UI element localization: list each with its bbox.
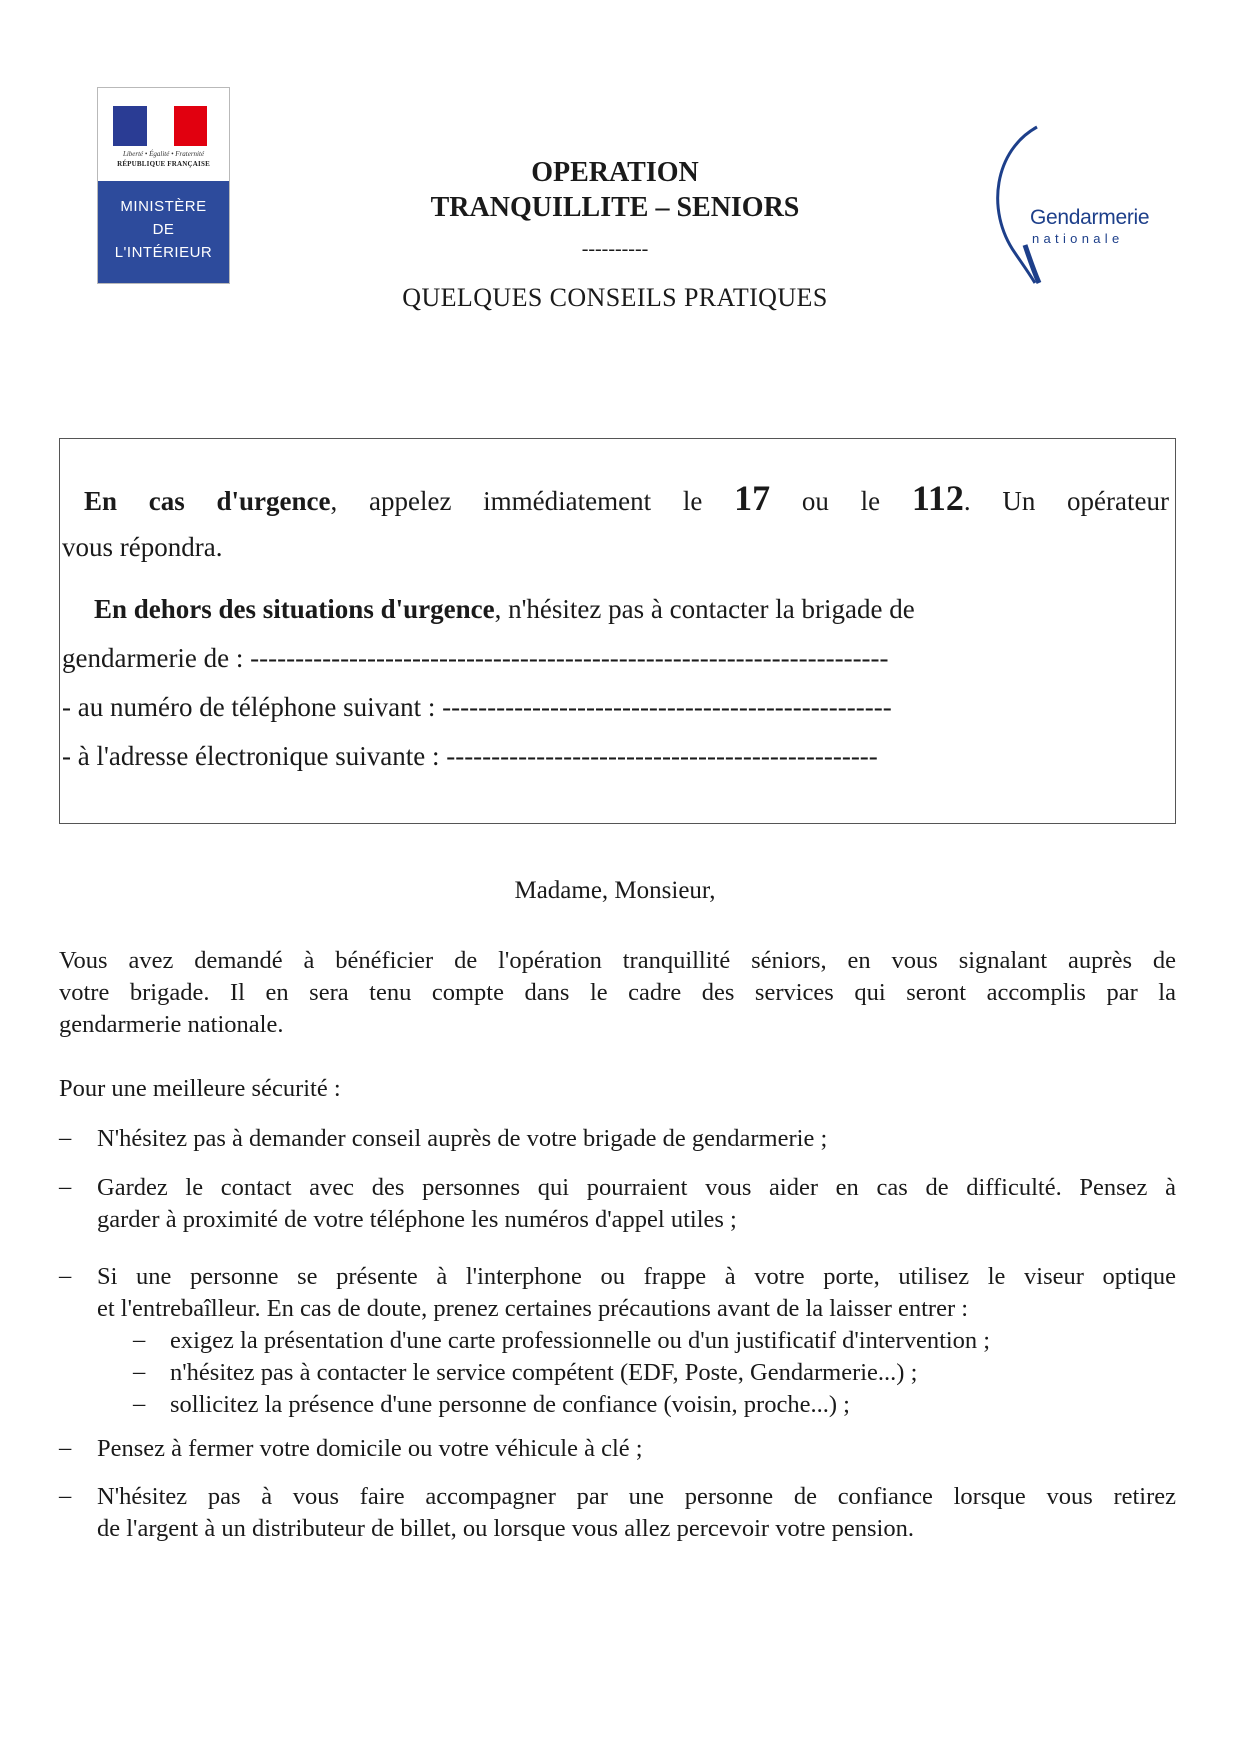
emergency-number-17: 17 [734, 478, 771, 518]
list-item-5-line-1: N'hésitez pas à vous faire accompagner par une personne de confiance lorsque vous retirez [97, 1483, 1176, 1510]
page-title-line-1: OPERATION [531, 157, 699, 188]
intro-line-2: votre brigade. Il en sera tenu compte dans le cadre des services qui seront accomplis par la [59, 979, 1176, 1006]
page-title-line-2: TRANQUILLITE – SENIORS [430, 192, 800, 223]
page-subtitle: QUELQUES CONSEILS PRATIQUES [402, 283, 828, 312]
sub-item-2: n'hésitez pas à contacter le service compétent (EDF, Poste, Gendarmerie...) ; [170, 1359, 918, 1386]
list-item-2-line-2: garder à proximité de votre téléphone les numéros d'appel utiles ; [97, 1206, 737, 1233]
emergency-line-2: vous répondra. [62, 532, 223, 562]
list-bullet: – [59, 1434, 72, 1461]
gendarmerie-field: gendarmerie de : ----------------------------------------------------------------------- [62, 643, 889, 673]
list-item-5-line-2: de l'argent à un distributeur de billet, ou lorsque vous allez percevoir votre pension. [97, 1515, 914, 1542]
emergency-line-1: En cas d'urgence, appelez immédiatement le 17 ou le 112. Un opérateur [84, 478, 1169, 518]
marianne-flag-icon [113, 106, 207, 146]
intro-line-3: gendarmerie nationale. [59, 1011, 284, 1038]
gendarmerie-logo [985, 125, 1155, 290]
sub-item-1: exigez la présentation d'une carte professionnelle ou d'un justificatif d'intervention ; [170, 1327, 991, 1354]
ministere-interieur-logo [97, 87, 230, 284]
sub-item-3: sollicitez la présence d'une personne de confiance (voisin, proche...) ; [170, 1391, 850, 1418]
list-item-1: N'hésitez pas à demander conseil auprès de votre brigade de gendarmerie ; [97, 1125, 828, 1152]
emergency-number-112: 112 [911, 478, 964, 518]
logo-motto: Liberté • Égalité • Fraternité [122, 150, 205, 158]
list-item-3-line-2: et l'entrebaîlleur. En cas de doute, prenez certaines précautions avant de la laisser entrer : [97, 1295, 969, 1322]
email-field: - à l'adresse électronique suivante : ------------------------------------------------ [62, 741, 878, 771]
security-heading: Pour une meilleure sécurité : [59, 1075, 341, 1102]
list-item-4: Pensez à fermer votre domicile ou votre véhicule à clé ; [97, 1435, 643, 1462]
sub-bullet: – [133, 1358, 146, 1385]
title-separator: ---------- [581, 238, 649, 260]
phone-field: - au numéro de téléphone suivant : -------------------------------------------------- [62, 692, 892, 722]
sub-bullet: – [133, 1326, 146, 1353]
intro-line-1: Vous avez demandé à bénéficier de l'opération tranquillité séniors, en vous signalant auprès de [59, 947, 1176, 974]
non-emergency-bold: En dehors des situations d'urgence [94, 594, 495, 624]
emergency-bold: En cas d'urgence [84, 486, 331, 516]
list-bullet: – [59, 1124, 72, 1151]
emergency-box [59, 438, 1176, 824]
gendarmerie-subname: nationale [1032, 231, 1124, 246]
list-bullet: – [59, 1173, 72, 1200]
list-bullet: – [59, 1482, 72, 1509]
logo-ministere-box [98, 181, 229, 283]
list-item-3-line-1: Si une personne se présente à l'interphone ou frappe à votre porte, utilisez le viseur optique [97, 1263, 1176, 1290]
logo-line-3: L'INTÉRIEUR [114, 244, 213, 261]
logo-line-1: MINISTÈRE [120, 198, 207, 215]
non-emergency-line-1: En dehors des situations d'urgence, n'hésitez pas à contacter la brigade de [94, 594, 915, 624]
logo-republique: RÉPUBLIQUE FRANÇAISE [117, 160, 210, 168]
salutation: Madame, Monsieur, [514, 877, 716, 904]
gendarmerie-name: Gendarmerie [1030, 206, 1150, 229]
logo-line-2: DE [152, 221, 175, 238]
list-bullet: – [59, 1262, 72, 1289]
list-item-2-line-1: Gardez le contact avec des personnes qui pourraient vous aider en cas de difficulté. Pensez à [97, 1174, 1176, 1201]
sub-bullet: – [133, 1390, 146, 1417]
